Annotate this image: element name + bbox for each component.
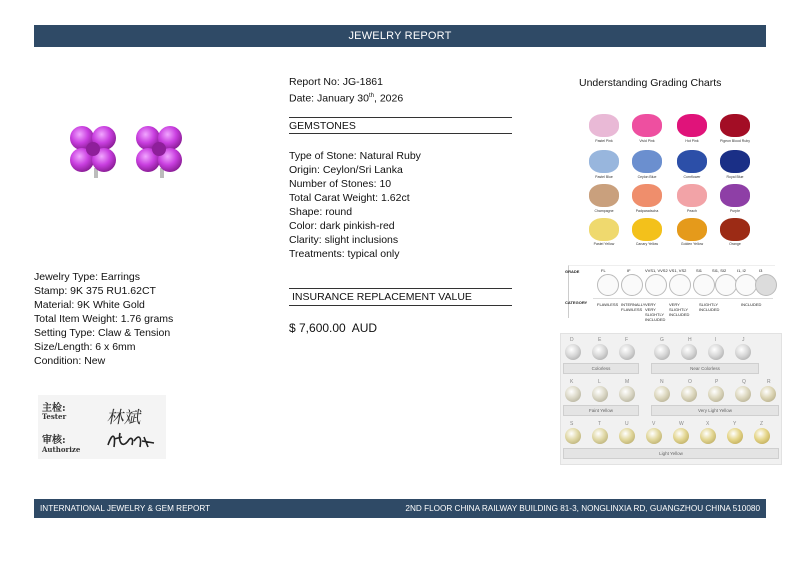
color-letter-t: T <box>598 421 602 427</box>
chip-12 <box>589 218 619 241</box>
jewelry-setting: Setting Type: Claw & Tension <box>34 327 171 339</box>
diamond-s <box>565 428 581 444</box>
color-letter-x: X <box>706 421 710 427</box>
chip-11 <box>720 184 750 207</box>
clarity-diamond-7 <box>755 274 777 296</box>
color-letter-r: R <box>767 379 771 385</box>
clarity-diamond-3 <box>669 274 691 296</box>
chip-label-4: Pastel Blue <box>595 175 613 179</box>
chip-15 <box>720 218 750 241</box>
diamond-j <box>735 344 751 360</box>
diamond-n <box>654 386 670 402</box>
grade-label: GRADE <box>565 269 580 274</box>
clarity-grade-table <box>565 265 775 322</box>
chip-label-1: Vivid Pink <box>639 139 655 143</box>
clarity-diamond-4 <box>693 274 715 296</box>
stone-shape: Shape: round <box>289 206 353 218</box>
earrings-image <box>64 122 194 184</box>
color-chip-grid <box>585 110 765 250</box>
chip-label-11: Purple <box>729 209 741 213</box>
chip-7 <box>720 150 750 173</box>
jewelry-stamp: Stamp: 9K 375 RU1.62CT <box>34 285 156 297</box>
chip-2 <box>677 114 707 137</box>
category-3: VERY SLIGHTLY INCLUDED <box>669 302 690 317</box>
tester-en: Tester <box>42 412 67 421</box>
chip-label-15: Orange <box>729 242 741 246</box>
chip-label-2: Hot Pink <box>685 139 699 143</box>
report-header-bar <box>34 25 766 47</box>
chip-label-7: Royal Blue <box>726 175 744 179</box>
diamond-o <box>681 386 697 402</box>
signature-block <box>38 395 166 459</box>
jewelry-details <box>34 270 173 368</box>
color-letter-d: D <box>570 337 574 343</box>
gemstones-top-rule <box>289 117 512 118</box>
grade-5: SI1, SI2 <box>712 268 727 273</box>
footer-address: 2ND FLOOR CHINA RAILWAY BUILDING 81-3, NONGLINXIA RD, GUANGZHOU CHINA 510080 <box>405 504 760 513</box>
gemstones-heading: GEMSTONES <box>289 120 356 132</box>
stone-origin: Origin: Ceylon/Sri Lanka <box>289 164 403 176</box>
diamond-m <box>619 386 635 402</box>
clarity-diamond-2 <box>645 274 667 296</box>
clarity-diamond-6 <box>735 274 757 296</box>
chip-10 <box>677 184 707 207</box>
diamond-color-scale <box>560 333 782 465</box>
band-faint-yellow: Faint Yellow <box>563 405 639 416</box>
chip-label-8: Champagne <box>594 209 614 213</box>
diamond-t <box>592 428 608 444</box>
chip-1 <box>632 114 662 137</box>
chip-9 <box>632 184 662 207</box>
band-colorless: Colorless <box>563 363 639 374</box>
category-5: INCLUDED <box>741 302 762 307</box>
insurance-heading: INSURANCE REPLACEMENT VALUE <box>292 291 472 303</box>
diamond-r <box>760 386 776 402</box>
stone-color: Color: dark pinkish-red <box>289 220 395 232</box>
diamond-v <box>646 428 662 444</box>
tester-signature: 林斌 <box>105 408 144 428</box>
category-label: CATEGORY <box>565 300 588 305</box>
chip-4 <box>589 150 619 173</box>
diamond-y <box>727 428 743 444</box>
color-letter-v: V <box>652 421 656 427</box>
jewelry-weight: Total Item Weight: 1.76 grams <box>34 313 174 325</box>
grade-4: SI1 <box>696 268 703 273</box>
diamond-q <box>735 386 751 402</box>
insurance-value: $ 7,600.00 AUD <box>289 321 378 335</box>
category-2: VERY VERY SLIGHTLY INCLUDED <box>645 302 666 322</box>
authorize-en: Authorize <box>42 445 81 454</box>
diamond-d <box>565 344 581 360</box>
chip-label-10: Peach <box>687 209 697 213</box>
footer-company: INTERNATIONAL JEWELRY & GEM REPORT <box>40 504 211 513</box>
diamond-f <box>619 344 635 360</box>
grade-0: FL <box>601 268 606 273</box>
color-letter-u: U <box>625 421 629 427</box>
category-4: SLIGHTLY INCLUDED <box>699 302 720 312</box>
earrings-illustration <box>64 122 194 184</box>
diamond-i <box>708 344 724 360</box>
jewelry-type: Jewelry Type: Earrings <box>34 271 141 283</box>
stone-carat-weight: Total Carat Weight: 1.62ct <box>289 192 410 204</box>
chip-6 <box>677 150 707 173</box>
chip-label-3: Pigeon Blood Ruby <box>720 139 750 143</box>
color-letter-i: I <box>715 337 717 343</box>
tester-cn: 主检: <box>42 403 66 414</box>
diamond-x <box>700 428 716 444</box>
gemstones-bottom-rule <box>289 133 512 134</box>
report-info <box>289 75 403 106</box>
grade-3: VS1, VS2 <box>669 268 687 273</box>
color-letter-s: S <box>570 421 574 427</box>
band-near-colorless: Near Colorless <box>651 363 759 374</box>
diamond-w <box>673 428 689 444</box>
jewelry-condition: Condition: New <box>34 355 106 367</box>
clarity-diamond-5 <box>715 274 737 296</box>
stone-treatments: Treatments: typical only <box>289 248 400 260</box>
chip-label-6: Cornflower <box>683 175 701 179</box>
authorize-signature <box>104 429 160 453</box>
diamond-p <box>708 386 724 402</box>
stone-count: Number of Stones: 10 <box>289 178 392 190</box>
color-letter-g: G <box>660 337 664 343</box>
clarity-diamond-0 <box>597 274 619 296</box>
color-letter-f: F <box>625 337 629 343</box>
report-number: Report No: JG-1861 <box>289 76 383 88</box>
gemstone-details <box>289 149 421 261</box>
color-letter-e: E <box>598 337 602 343</box>
grade-2: VVS1, VVS2 <box>645 268 668 273</box>
color-letter-n: N <box>660 379 664 385</box>
chip-label-0: Pastel Pink <box>595 139 613 143</box>
diamond-u <box>619 428 635 444</box>
chip-5 <box>632 150 662 173</box>
color-letter-y: Y <box>733 421 737 427</box>
color-letter-j: J <box>742 337 745 343</box>
jewelry-material: Material: 9K White Gold <box>34 299 145 311</box>
authorize-cn: 审核: <box>42 435 66 446</box>
category-1: INTERNALLY FLAWLESS <box>621 302 646 312</box>
report-date: Date: January 30th, 2026 <box>289 92 404 105</box>
insurance-top-rule <box>289 288 512 289</box>
jewelry-size: Size/Length: 6 x 6mm <box>34 341 136 353</box>
chip-0 <box>589 114 619 137</box>
color-letter-l: L <box>598 379 601 385</box>
grade-6: I1, I2 <box>737 268 746 273</box>
grading-title: Understanding Grading Charts <box>579 77 722 89</box>
color-letter-w: W <box>679 421 684 427</box>
grade-1: IF <box>627 268 631 273</box>
color-letter-h: H <box>688 337 692 343</box>
grade-7: I3 <box>759 268 763 273</box>
color-letter-p: P <box>715 379 719 385</box>
diamond-e <box>592 344 608 360</box>
chip-3 <box>720 114 750 137</box>
band-light-yellow: Light Yellow <box>563 448 779 459</box>
color-letter-k: K <box>570 379 574 385</box>
diamond-k <box>565 386 581 402</box>
chip-14 <box>677 218 707 241</box>
chip-label-9: Padparadscha <box>635 209 659 213</box>
color-letter-z: Z <box>760 421 764 427</box>
chip-label-5: Ceylon Blue <box>637 175 657 179</box>
stone-clarity: Clarity: slight inclusions <box>289 234 399 246</box>
chip-13 <box>632 218 662 241</box>
insurance-bottom-rule <box>289 305 512 306</box>
diamond-z <box>754 428 770 444</box>
chip-label-14: Golden Yellow <box>680 242 704 246</box>
chip-label-12: Pastel Yellow <box>593 242 615 246</box>
color-letter-q: Q <box>742 379 746 385</box>
report-footer-bar <box>34 499 766 518</box>
report-title: JEWELRY REPORT <box>348 30 452 42</box>
stone-type: Type of Stone: Natural Ruby <box>289 150 421 162</box>
chip-8 <box>589 184 619 207</box>
category-0: FLAWLESS <box>597 302 619 307</box>
color-letter-o: O <box>688 379 692 385</box>
diamond-l <box>592 386 608 402</box>
diamond-g <box>654 344 670 360</box>
color-letter-m: M <box>625 379 630 385</box>
clarity-diamond-1 <box>621 274 643 296</box>
band-very-light-yellow: Very Light Yellow <box>651 405 779 416</box>
diamond-h <box>681 344 697 360</box>
chip-label-13: Canary Yellow <box>635 242 659 246</box>
